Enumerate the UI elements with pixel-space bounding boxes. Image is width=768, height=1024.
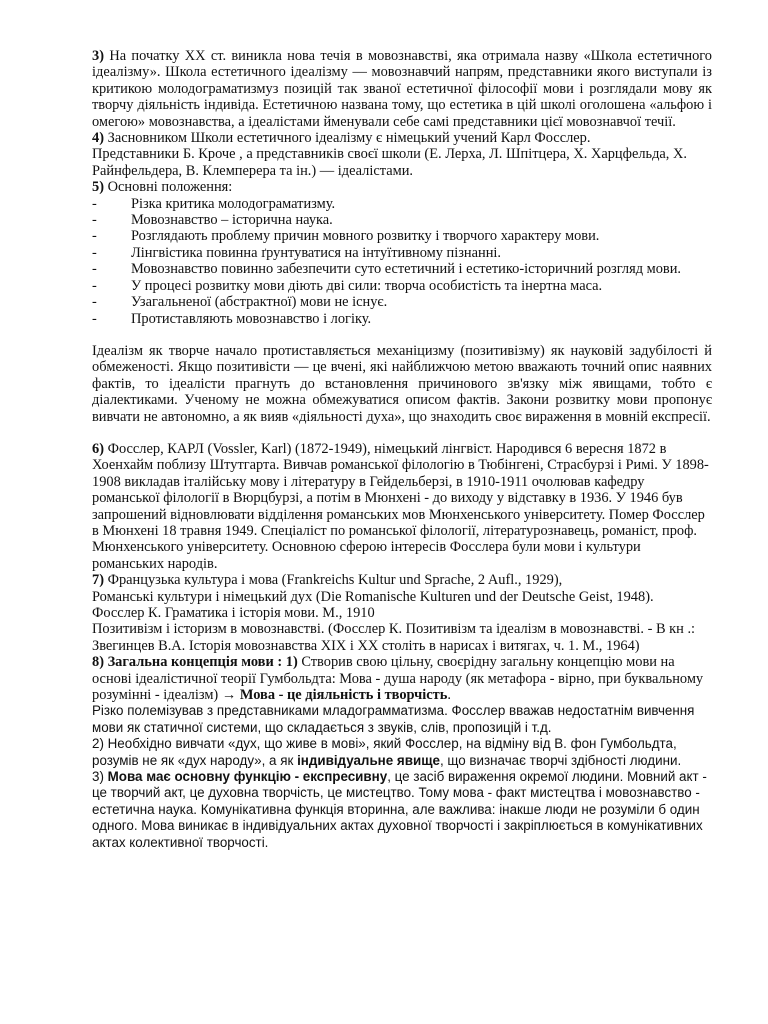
- principles-list: [92, 196, 712, 327]
- list-item: - Розглядають проблему причин мовного розвитку і творчого характеру мови.: [92, 228, 600, 245]
- paragraph-5: [92, 179, 712, 195]
- list-item: - Різка критика молодограматизму.: [92, 195, 336, 212]
- paragraph-4-representatives: Представники Б. Кроче , а представників своєї школи (Е. Лерха, Л. Шпітцера, Х. Харцфельда, Х. Райнфельдера, В. Клемперера та ін.) — ідеалістами.: [92, 146, 687, 179]
- list-item: - Лінгвістика повинна ґрунтуватися на інтуїтивному пізнанні.: [92, 244, 501, 261]
- key-thesis: Мова - це діяльність і творчість: [239, 687, 448, 704]
- work-title: Фосслер К. Граматика і історія мови. М., 1910: [92, 605, 375, 621]
- key-thesis: Мова має основну функцію - експресивну: [107, 769, 388, 785]
- spacer: [92, 425, 712, 441]
- work-title: Позитивізм і історизм в мовознавстві. (Фосслер К. Позитивізм та ідеалізм в мовознавстві. - В кн .: Звегинцев В.А. Історія мовознавства XIX і XX століть в нарисах і витягах, ч. 1. М., 1964): [92, 621, 696, 654]
- paragraph-7: [92, 572, 712, 588]
- paragraph-8-point-2: 2) Необхідно вивчати «дух, що живе в мові», який Фосслер, на відміну від В. фон Гумбольдта, розумів не як «дух народу», а як індивідуальне явище, що визначає творчі здібності людини.: [92, 736, 682, 768]
- paragraph-4: [92, 130, 712, 146]
- work-title: Французька культура і мова (Frankreichs Kultur und Sprache, 2 Aufl., 1929),: [107, 572, 563, 589]
- paragraph-idealism: Ідеалізм як творче начало протиставляється механіцизму (позитивізму) як науковій задубілості й обмеженості. Якщо позитивісти — це вчені, які найближчою метою вважають точний опис наявних фактів, то ідеалісти прагнуть до встановлення причинового зв'язку між явищами, тобто є діалектиками. Ученому не можна обмежуватися описом фактів. Закони розвитку мови пропонує вивчати не автономно, а як вияв «діяльності духа», що знаходить своє вираження в мовній експресії.: [92, 342, 712, 425]
- list-item: - Протиставляють мовознавство і логіку.: [92, 310, 372, 327]
- paragraph-8: 8) Загальна концепція мови : 1) Створив свою цільну, своєрідну загальну концепцію мови на основі ідеалістичної теорії Гумбольдта: Мова - душа народу (як метафора - вірно, при буквальному розумінні - ідеалізм) → Мова - це діяльність і творчість.: [92, 654, 704, 704]
- paragraph-8-polemic: Різко полемізував з представниками младограмматизма. Фосслер вважав недостатнім вивчення мови як статичної системи, що складається з звуків, слів, пропозицій і т.д.: [92, 703, 695, 735]
- item-number: 3): [92, 48, 104, 64]
- paragraph-6: [92, 441, 712, 572]
- paragraph-3: [92, 48, 712, 130]
- item-number: 1): [285, 654, 298, 671]
- list-item: - Мовознавство повинно забезпечити суто естетичний і естетико-історичний розгляд мови.: [92, 261, 682, 278]
- paragraph-text: Засновником Школи естетичного ідеалізму є німецький учений Карл Фосслер.: [107, 130, 591, 147]
- paragraph-text: На початку XX ст. виникла нова течія в мовознавстві, яка отримала назву «Школа естетичного ідеалізму». Школа естетичного ідеалізму — мовознавчий напрям, представники якого виступали із критикою молодограматизмуз позицій так званої естетичної філософії мови і розглядали мову як творчу діяльність індивіда. Естетичною названа тому, що естетика в цій школі оголошена «альфою і омегою» мовознавства, а ідеалістами йменували себе самі представники цієї мовознавчої течії.: [92, 48, 713, 130]
- section-heading: 8) Загальна концепція мови :: [92, 654, 283, 671]
- work-title: Романські культури і німецький дух (Die Romanische Kulturen und der Deutsche Geist, 1948).: [92, 588, 654, 605]
- list-item: - Мовознавство – історична наука.: [92, 212, 333, 229]
- paragraph-text: Фосслер, КАРЛ (Vossler, Karl) (1872-1949), німецький лінгвіст. Народився 6 вересня 1872 в Хоенхайм поблизу Штутгарта. Вивчав романської філологію в Тюбінгені, Страсбурзі і Римі. У 1898-1908 викладав італійську мову і літературу в Гейдельберзі, в 1910-1911 очолював кафедру романської філології в Вюрцбурзі, а потім в Мюнхені - до виходу у відставку в 1936. У 1946 був запрошений відновлювати відділення романських мов Мюнхенського університету. Помер Фосслер в Мюнхені 18 травня 1949. Спеціаліст по романської філології, літературознавець, романіст, проф. Мюнхенського університету. Основною сферою інтересів Фосслера були мови і культури романських народів.: [92, 440, 709, 572]
- paragraph-text: Основні положення:: [107, 179, 233, 196]
- spacer: [92, 327, 712, 343]
- item-number: 4): [92, 130, 104, 147]
- item-number: 7): [92, 572, 104, 589]
- list-item: - У процесі розвитку мови діють дві сили: творча особистість та інертна маса.: [92, 277, 603, 294]
- paragraph-8-point-3: 3) Мова має основну функцію - експресивну, це засіб вираження окремої людини. Мовний акт - це творчий акт, це духовна творчість, це мистецтво. Тому мова - факт мистецтва і мовознавство - естетична наука. Комунікативна функція вторинна, але важлива: інакше люди не розуміли б один одного. Мова виникає в індивідуальних актах духовної творчості і закріплюється в комунікативних актах колективної творчості.: [92, 769, 707, 850]
- list-item: - Узагальненої (абстрактної) мови не існує.: [92, 294, 388, 311]
- item-number: 6): [92, 440, 104, 457]
- item-number: 5): [92, 179, 104, 196]
- key-thesis: індивідуальне явище: [297, 752, 440, 768]
